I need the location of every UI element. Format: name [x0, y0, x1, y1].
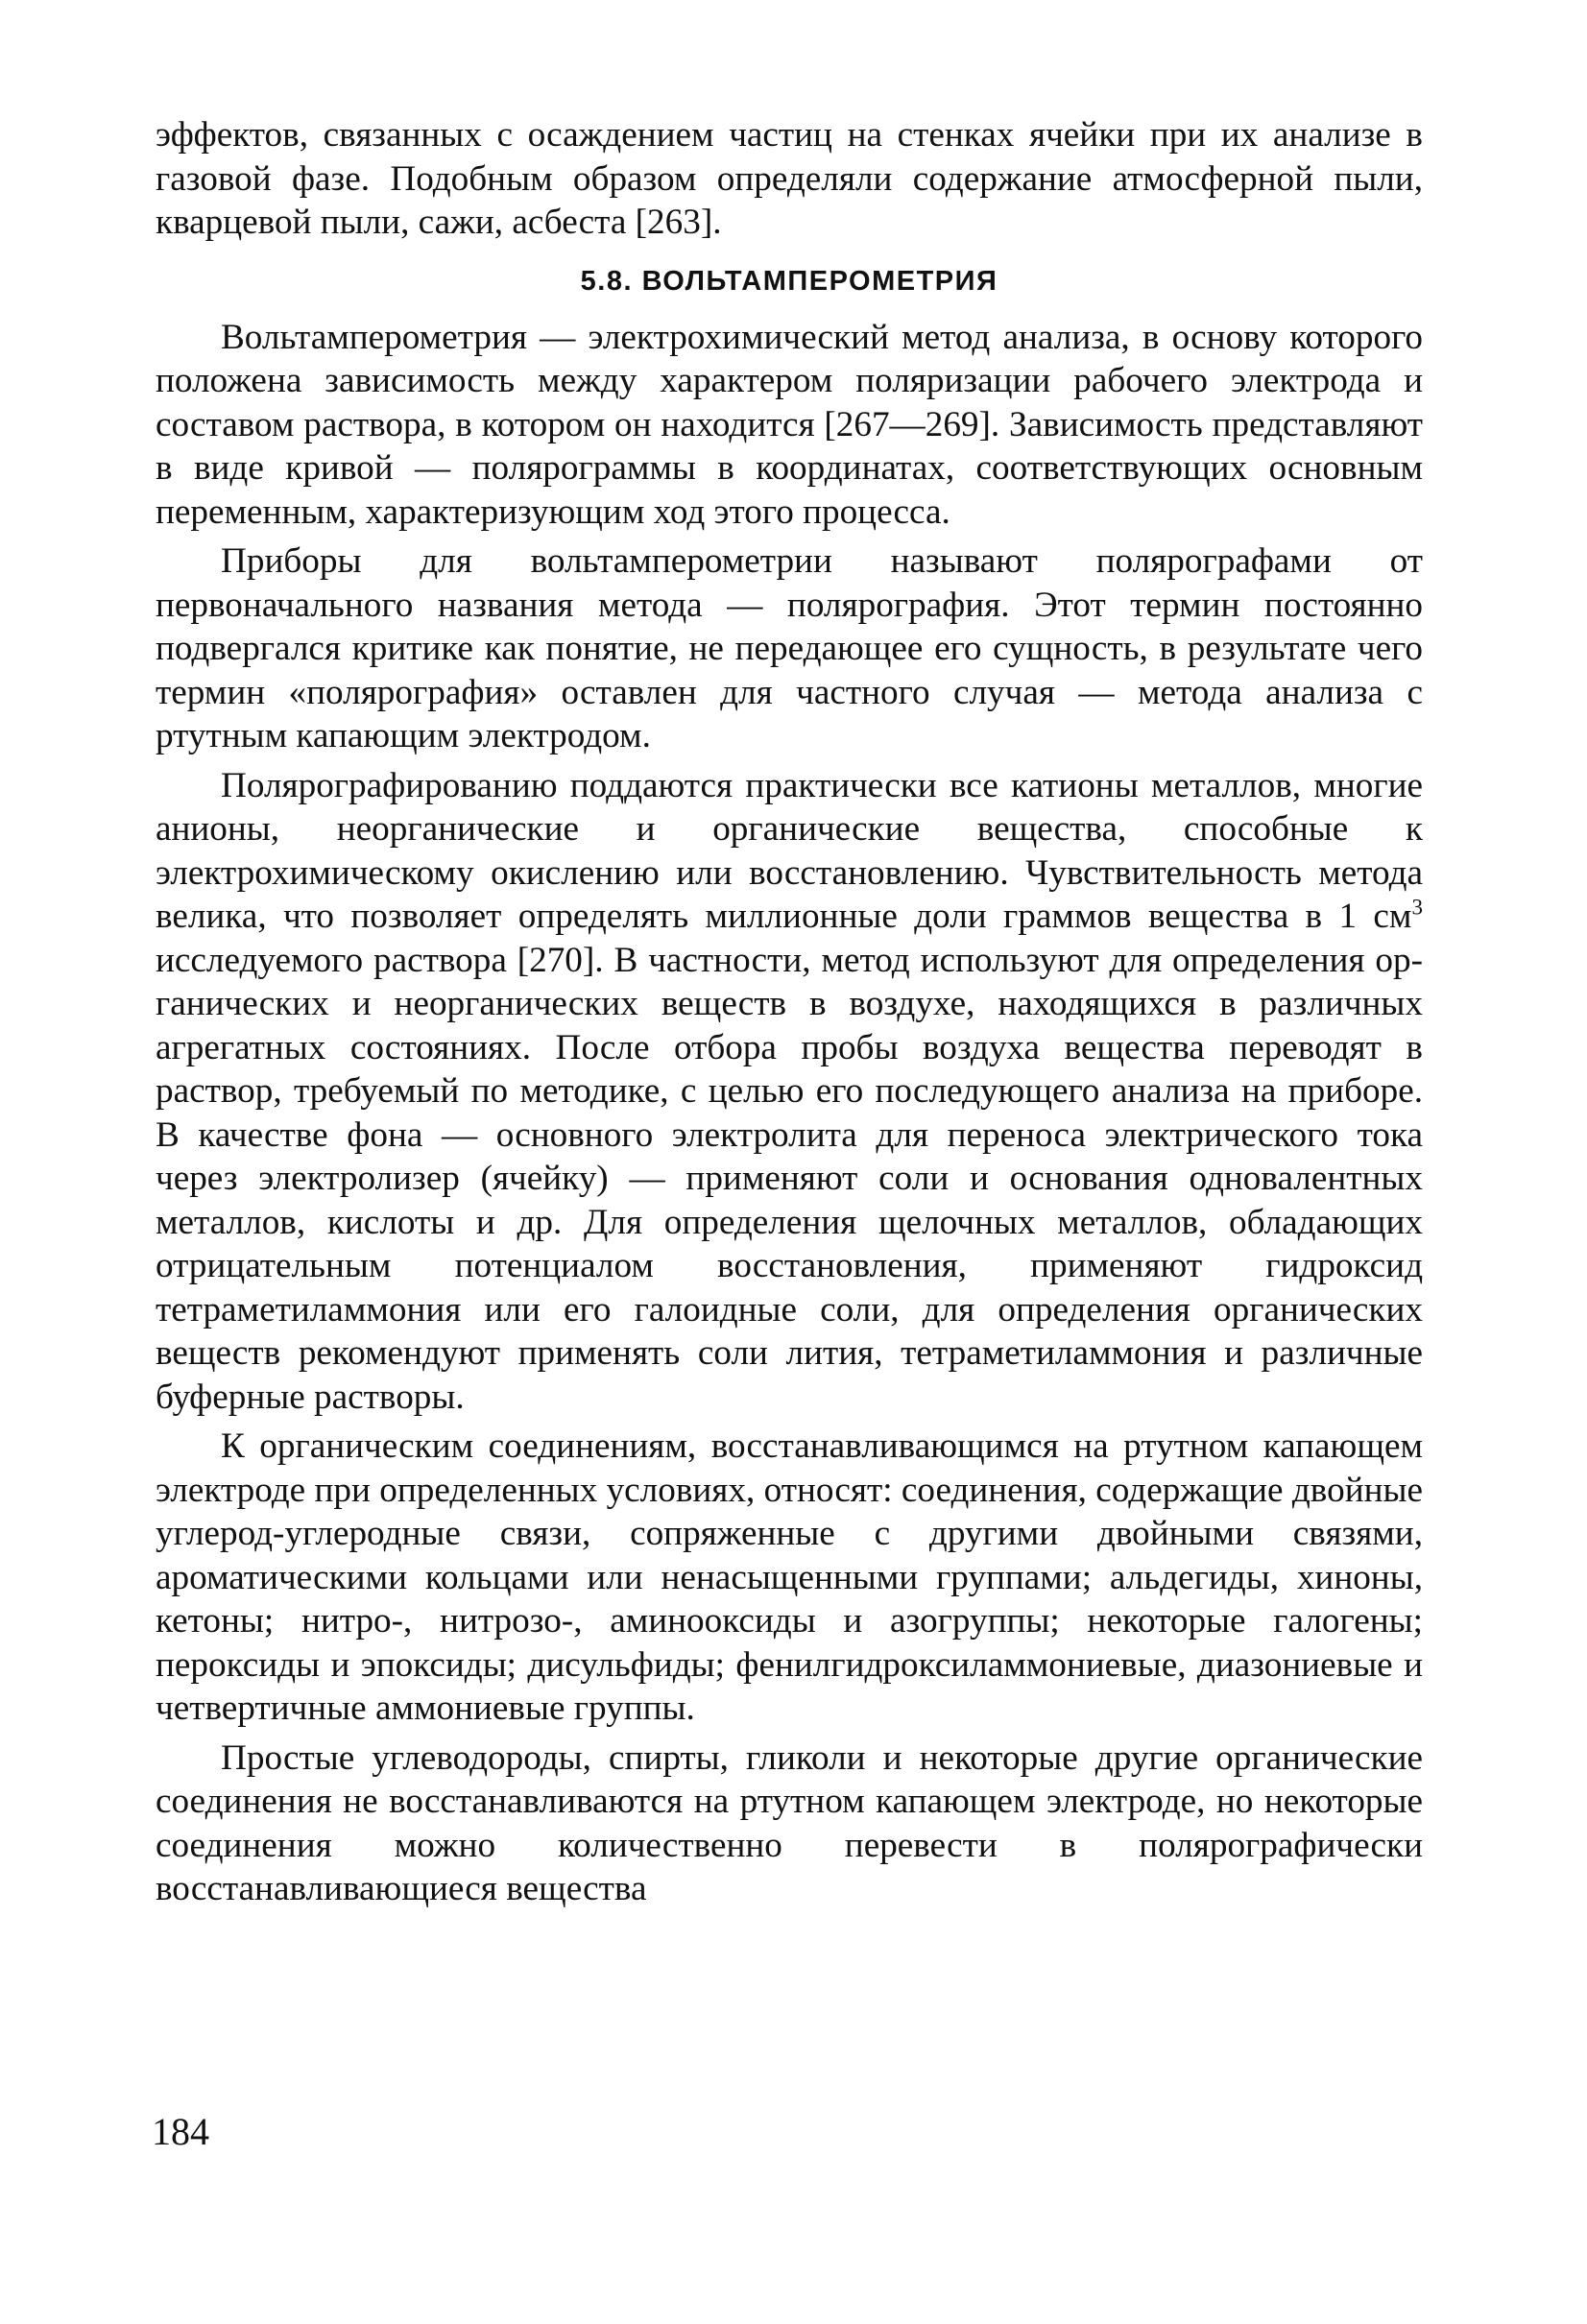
paragraph-organic-compounds: К органическим соединениям, восстанавливающимся на ртутном капающем электроде при определенных условиях, относят: соединения, содержащие двойные углерод-углеродные связи, сопряженные с другими двойными связями, ароматическими кольцами или ненасыщенными группами; альдегиды, хиноны, кетоны; нитро-, нитрозо-, аминооксиды и азогруппы; некоторые галогены; пероксиды и эпоксиды; дисульфиды; фенилгидроксиламмониевые, диазониевые и четвертичные аммониевые группы.	[156, 1426, 1423, 1728]
page-body	[156, 113, 1423, 1911]
intro-paragraph: эффектов, связанных с осаждением частиц на стенках ячейки при их анализе в газовой фазе. Подобным образом определяли содержание атмосферной пыли, кварцевой пыли, сажи, асбеста [263].	[156, 115, 1423, 242]
paragraph-simple-hydrocarbons: Простые углеводороды, спирты, гликоли и некоторые другие органические соединения не восстанавливаются на ртутном капающем электроде, но некоторые соединения можно количественно перевести в полярографически восстанавливающиеся вещества	[156, 1737, 1423, 1908]
paragraph-polarographs: Приборы для вольтамперометрии называют полярографами от первоначального названия метода — полярография. Этот термин постоянно подвергался критике как понятие, не передающее его сущность, в результате чего термин «полярография» оставлен для частного случая — метода анализа с ртутным капающим электродом.	[156, 541, 1423, 755]
paragraph-3-text-end: исследуемого раствора [270]. В частности, метод используют для определения органических и неорганических веществ в воздухе, находящихся в различных агрегатных состояниях. После отбора пробы воздуха вещества переводят в раствор, требуемый по методике, с целью его последующего анализа на приборе. В качестве фона — основного электролита для переноса электрического тока через электролизер (ячейку) — применяют соли и основания одновалентных металлов, кислоты и др. Для определения щелочных металлов, обладающих отрицательным потенциалом восстановления, применяют гидроксид тетраметиламмония или его галоидные соли, для определения органических веществ рекомендуют применять соли лития, тетраметиламмония и различные буферные растворы.	[156, 940, 1423, 1417]
page-number: 184	[152, 2110, 209, 2153]
section-heading: 5.8. ВОЛЬТАМПЕРОМЕТРИЯ	[580, 265, 998, 297]
paragraph-voltammetry-definition: Вольтамперометрия — электрохимический метод анализа, в основу которого положена зависимость между характером поляризации рабочего электрода и составом раствора, в котором он находится [267—269]. Зависимость представляют в виде кривой — полярограммы в координатах, соответствующих основным переменным, характеризующим ход этого процесса.	[156, 317, 1423, 532]
paragraph-polarography-applications	[156, 764, 1423, 1420]
paragraph-3-text-start: Полярографированию поддаются практически все катионы металлов, многие анионы, неорганические и органические вещества, способные к электрохимическому окислению или восстановлению. Чувствительность метода велика, что позволяет определять миллионные доли граммов вещества в 1 см	[156, 765, 1423, 936]
cubic-superscript: 3	[1411, 894, 1423, 920]
